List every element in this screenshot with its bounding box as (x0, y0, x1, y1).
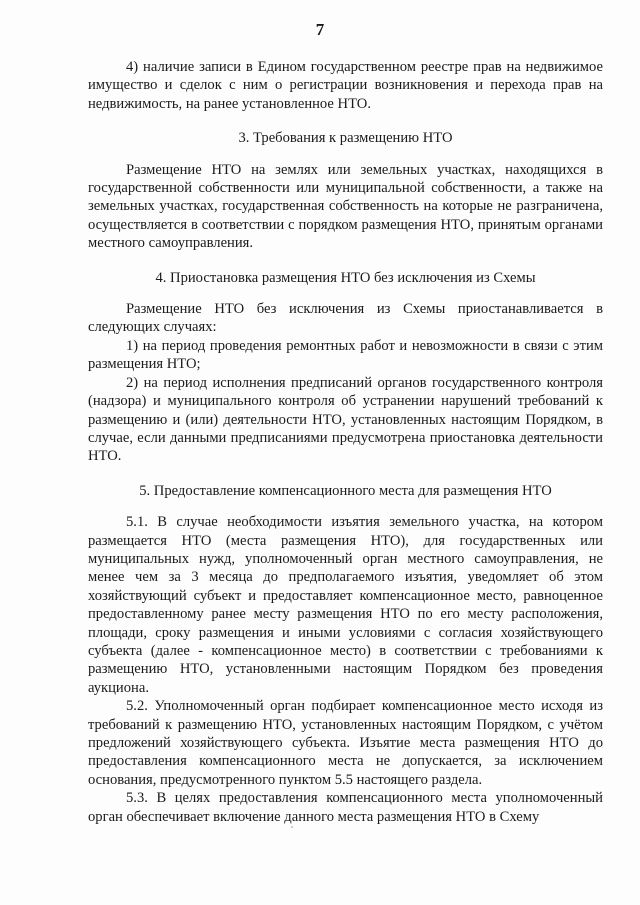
paragraph-5-2: 5.2. Уполномоченный орган подбирает компенсационное место исходя из требований к размещению НТО, установленных настоящим Порядком, с учётом предложений хозяйствующего субъекта. Изъятие места размещения НТО до предоставления компенсационного места не допускается, за исключением основания, предусмотренного пунктом 5.5 настоящего раздела. (88, 698, 603, 788)
section-heading-3: 3. Требования к размещению НТО (238, 130, 453, 147)
paragraph-suspension-case-1: 1) на период проведения ремонтных работ и невозможности в связи с этим размещения НТО; (88, 337, 603, 373)
paragraph-suspension-case-2: 2) на период исполнения предписаний органов государственного контроля (надзора) и муниципального контроля об устранении нарушений требований к размещению и (или) деятельности НТО, установленных настоящим Порядком, в случае, если данными предписаниями предусмотрена приостановка деятельности НТО. (88, 374, 603, 465)
page-number: 7 (315, 20, 325, 39)
section-heading-4: 4. Приостановка размещения НТО без исключения из Схемы (155, 269, 536, 286)
page-body (88, 58, 603, 826)
scan-speck (291, 826, 293, 828)
paragraph-5-3: 5.3. В целях предоставления компенсационного места уполномоченный орган обеспечивает включение данного места размещения НТО в Схему (88, 790, 603, 825)
section-heading-5: 5. Предоставление компенсационного места для размещения НТО (139, 482, 552, 499)
paragraph-item-4-registry: 4) наличие записи в Едином государственном реестре прав на недвижимое имущество и сделок с ним о регистрации возникновения и перехода прав на недвижимость, на ранее установленное НТО. (88, 59, 603, 112)
paragraph-suspension-intro: Размещение НТО без исключения из Схемы приостанавливается в следующих случаях: (88, 301, 603, 336)
paragraph-placement-requirements: Размещение НТО на землях или земельных участках, находящихся в государственной собственности или муниципальной собственности, а также на земельных участках, государственная собственность на которые не разграничена, осуществляется в соответствии с порядком размещения НТО, принятым органами местного самоуправления. (88, 161, 603, 252)
paragraph-5-1: 5.1. В случае необходимости изъятия земельного участка, на котором размещается НТО (места размещения НТО), для государственных или муниципальных нужд, уполномоченный орган местного самоуправления, не менее чем за 3 месяца до предполагаемого изъятия, уведомляет об этом хозяйствующий субъект и предоставляет компенсационное место, равноценное предоставленному ранее месту размещения НТО по его месту расположения, площади, сроку размещения и иными условиями с согласия хозяйствующего субъекта (далее - компенсационное место) в соответствии с требованиями к размещению НТО, установленными настоящим Порядком без проведения аукциона. (88, 514, 603, 696)
